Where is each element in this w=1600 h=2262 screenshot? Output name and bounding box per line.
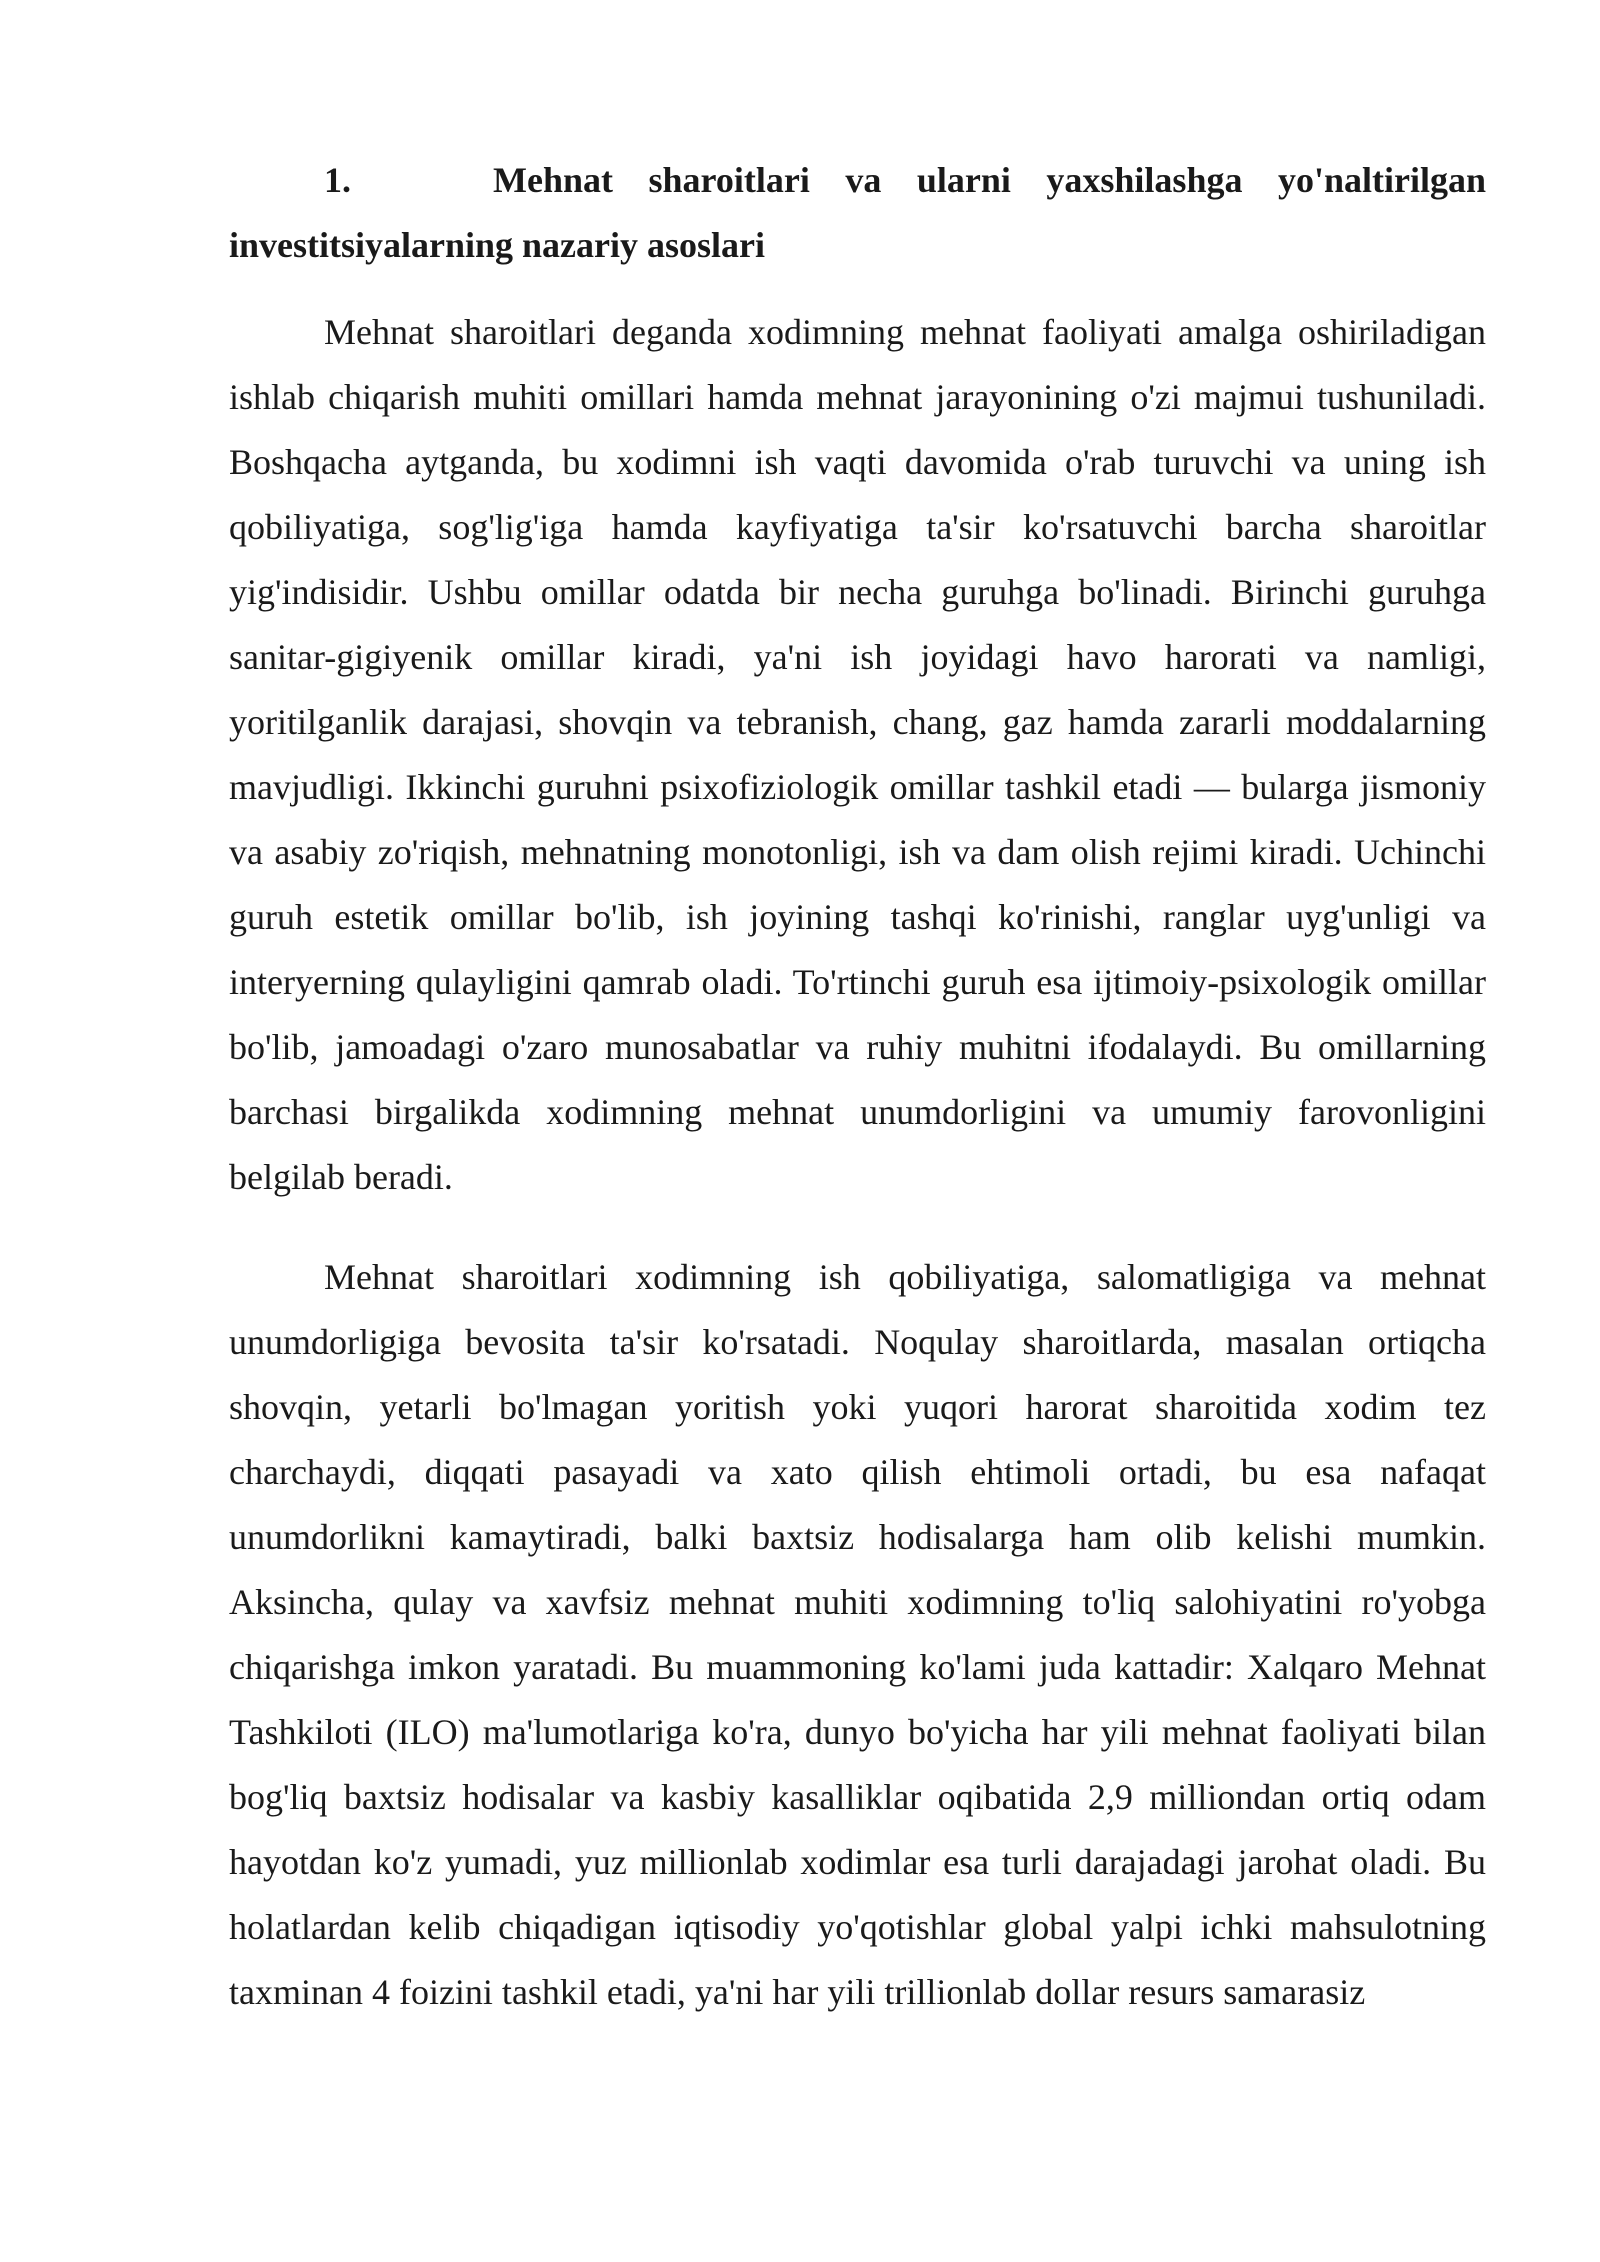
section-heading: 1. Mehnat sharoitlari va ularni yaxshilashga yo'naltirilgan investitsiyalarning nazariy asoslari xyxy=(229,160,1486,265)
paragraph-1: Mehnat sharoitlari deganda xodimning mehnat faoliyati amalga oshiriladigan ishlab chiqarish muhiti omillari hamda mehnat jarayonining o'zi majmui tushuniladi. Boshqacha aytganda, bu xodimni ish vaqti davomida o'rab turuvchi va uning ish qobiliyatiga, sog'lig'iga hamda kayfiyatiga ta'sir ko'rsatuvchi barcha sharoitlar yig'indisidir. Ushbu omillar odatda bir necha guruhga bo'linadi. Birinchi guruhga sanitar-gigiyenik omillar kiradi, ya'ni ish joyidagi havo harorati va namligi, yoritilganlik darajasi, shovqin va tebranish, chang, gaz hamda zararli moddalarning mavjudligi. Ikkinchi guruhni psixofiziologik omillar tashkil etadi — bularga jismoniy va asabiy zo'riqish, mehnatning monotonligi, ish va dam olish rejimi kiradi. Uchinchi guruh estetik omillar bo'lib, ish joyining tashqi ko'rinishi, ranglar uyg'unligi va interyerning qulayligini qamrab oladi. To'rtinchi guruh esa ijtimoiy-psixologik omillar bo'lib, jamoadagi o'zaro munosabatlar va ruhiy muhitni ifodalaydi. Bu omillarning barchasi birgalikda xodimning mehnat unumdorligini va umumiy farovonligini belgilab beradi. xyxy=(229,312,1486,1197)
document-body xyxy=(229,148,1486,2025)
paragraph-2: Mehnat sharoitlari xodimning ish qobiliyatiga, salomatligiga va mehnat unumdorligiga bevosita ta'sir ko'rsatadi. Noqulay sharoitlarda, masalan ortiqcha shovqin, yetarli bo'lmagan yoritish yoki yuqori harorat sharoitida xodim tez charchaydi, diqqati pasayadi va xato qilish ehtimoli ortadi, bu esa nafaqat unumdorlikni kamaytiradi, balki baxtsiz hodisalarga ham olib kelishi mumkin. Aksincha, qulay va xavfsiz mehnat muhiti xodimning to'liq salohiyatini ro'yobga chiqarishga imkon yaratadi. Bu muammoning ko'lami juda kattadir: Xalqaro Mehnat Tashkiloti (ILO) ma'lumotlariga ko'ra, dunyo bo'yicha har yili mehnat faoliyati bilan bog'liq baxtsiz hodisalar va kasbiy kasalliklar oqibatida 2,9 milliondan ortiq odam hayotdan ko'z yumadi, yuz millionlab xodimlar esa turli darajadagi jarohat oladi. Bu holatlardan kelib chiqadigan iqtisodiy yo'qotishlar global yalpi ichki mahsulotning taxminan 4 foizini tashkil etadi, ya'ni har yili trillionlab dollar resurs samarasiz xyxy=(229,1257,1486,2012)
